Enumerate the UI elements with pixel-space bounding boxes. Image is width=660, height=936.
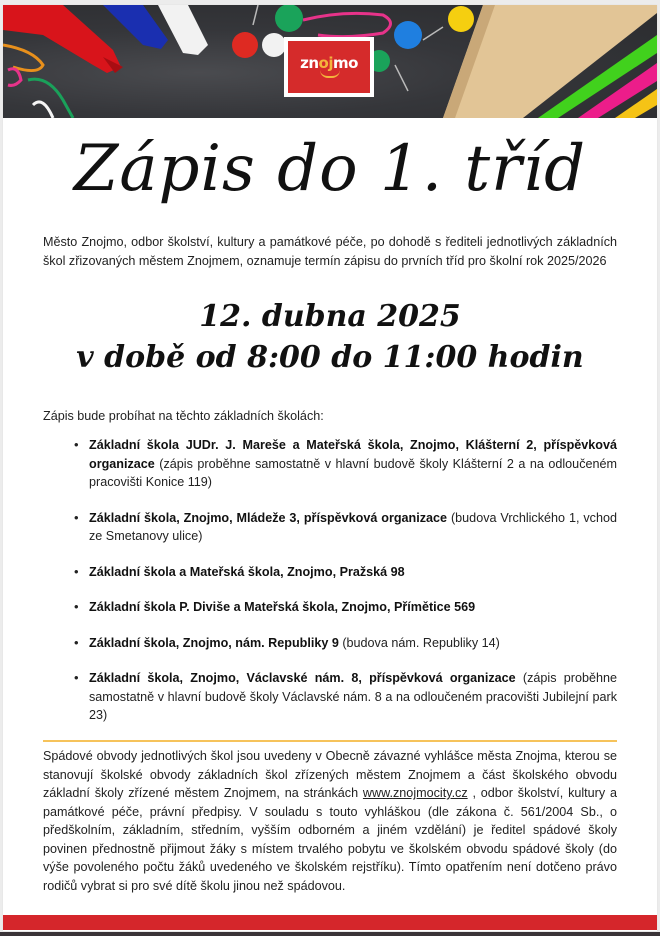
school-name: Základní škola, Znojmo, Václavské nám. 8, příspěvková organizace — [89, 671, 516, 685]
enrollment-date-line: 12. dubna 2025 — [199, 299, 461, 334]
intro-paragraph: Město Znojmo, odbor školství, kultury a památkové péče, po dohodě s řediteli jednotlivých základních škol zřizovaných městem Znojmem, oznamuje termín zápisu do prvních tříd pro školní rok 2025/2026 — [43, 235, 617, 268]
enrollment-date — [3, 296, 657, 378]
window-bottom-edge — [0, 932, 660, 936]
list-item — [66, 634, 617, 653]
list-item — [66, 436, 617, 492]
footer-color-bar — [3, 915, 657, 930]
catchment-info-paragraph — [43, 747, 617, 895]
znojmo-logo — [284, 37, 374, 97]
enrollment-time-line: v době od 8:00 do 11:00 hodin — [76, 340, 584, 375]
school-name: Základní škola, Znojmo, nám. Republiky 9 — [89, 635, 339, 650]
school-note: (zápis proběhne samostatně v hlavní budově školy Klášterní 2 a na odloučeném pracovišti Konice 119) — [89, 456, 617, 489]
poster-page — [3, 5, 657, 931]
school-note: (budova nám. Republiky 14) — [338, 635, 500, 650]
schools-list — [66, 436, 617, 742]
school-name: Základní škola, Znojmo, Mládeže 3, příspěvková organizace — [89, 510, 448, 525]
section-divider — [43, 740, 617, 742]
header-banner-image — [3, 5, 657, 118]
logo-text-highlight: oj — [318, 54, 333, 72]
schools-list-heading: Zápis bude probíhat na těchto základních školách: — [43, 409, 324, 423]
blue-marker-icon — [103, 5, 168, 49]
list-item — [66, 598, 617, 617]
catchment-text-part1: Spádové obvody jednotlivých škol jsou uvedeny v Obecně závazné vyhlášce města Znojma, kterou se stanovují školské obvody základních škol zřízených městem Znojmem a část školského obvodu základní školy zřízené městem Znojmem, na stránkách — [43, 749, 617, 800]
school-name: Základní škola a Mateřská škola, Znojmo, Pražská 98 — [89, 564, 405, 579]
page-title: Zápis do 1. tříd — [73, 132, 587, 206]
school-note: (zápis proběhne samostatně v hlavní budově školy Václavské nám. 8 a na odloučeném pracovišti Jubilejní park 23) — [89, 671, 617, 722]
catchment-text-part2: , odbor školství, kultury a památkové péče, právní předpisy. V souladu s touto vyhláškou (dle zákona č. 561/2004 Sb., o předškolním, základním, středním, vyšším odborném a jiném vzdělání) je ředitel spádové školy povinen přednostně přijmout žáky s místem trvalého pobytu ve školském obvodu spádové školy (do výše povoleného počtu žáků uvedeného ve školském rejstříku). Tímto opatřením není dotčeno právo rodičů vybrat si pro své dítě školu jinou než spádovou. — [43, 786, 617, 893]
school-name: Základní škola P. Diviše a Mateřská škola, Znojmo, Přímětice 569 — [89, 600, 476, 614]
logo-text-suffix: mo — [332, 54, 358, 72]
list-item — [66, 563, 617, 582]
znojmocity-link[interactable]: www.znojmocity.cz — [362, 786, 468, 800]
school-note: (budova Vrchlického 1, vchod ze Smetanovy ulice) — [89, 510, 617, 543]
school-name: Základní škola JUDr. J. Mareše a Mateřská škola, Znojmo, Klášterní 2, příspěvková organizace — [89, 438, 617, 471]
list-item — [66, 669, 617, 725]
logo-text-prefix: zn — [300, 54, 319, 72]
chalk-icon — [158, 5, 208, 55]
red-marker-icon — [3, 5, 123, 73]
list-item — [66, 509, 617, 546]
